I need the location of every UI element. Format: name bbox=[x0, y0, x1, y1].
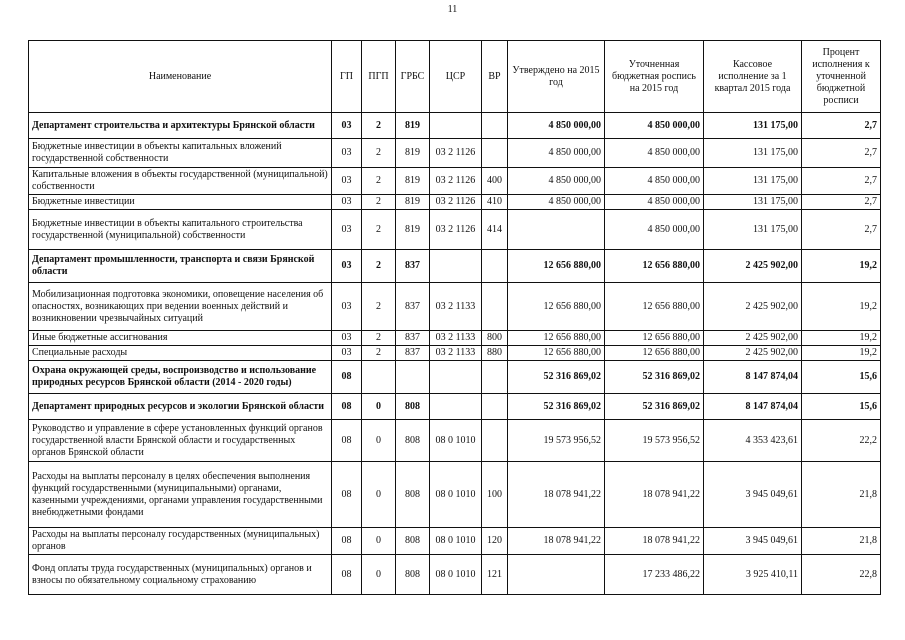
cell-approved: 12 656 880,00 bbox=[508, 250, 605, 283]
cell-pgp: 0 bbox=[362, 420, 396, 462]
cell-vr: 121 bbox=[482, 555, 508, 595]
cell-percent: 15,6 bbox=[802, 361, 881, 394]
cell-grbs: 837 bbox=[396, 331, 430, 346]
cell-grbs: 837 bbox=[396, 346, 430, 361]
cell-vr: 414 bbox=[482, 210, 508, 250]
table-row bbox=[29, 195, 881, 210]
header-revised: Уточненная бюджетная роспись на 2015 год bbox=[605, 41, 704, 113]
table-row bbox=[29, 555, 881, 595]
cell-vr: 880 bbox=[482, 346, 508, 361]
table-body bbox=[29, 113, 881, 595]
table-row bbox=[29, 283, 881, 331]
cell-cash: 8 147 874,04 bbox=[704, 361, 802, 394]
cell-pgp: 2 bbox=[362, 113, 396, 139]
table-row bbox=[29, 462, 881, 528]
cell-percent: 15,6 bbox=[802, 394, 881, 420]
cell-pgp: 2 bbox=[362, 210, 396, 250]
cell-grbs: 808 bbox=[396, 394, 430, 420]
cell-percent: 2,7 bbox=[802, 210, 881, 250]
table-row bbox=[29, 361, 881, 394]
cell-revised: 52 316 869,02 bbox=[605, 361, 704, 394]
header-grbs: ГРБС bbox=[396, 41, 430, 113]
cell-gp: 08 bbox=[332, 420, 362, 462]
table-row bbox=[29, 528, 881, 555]
cell-pgp: 2 bbox=[362, 283, 396, 331]
header-pgp: ПГП bbox=[362, 41, 396, 113]
cell-gp: 08 bbox=[332, 555, 362, 595]
cell-cash: 2 425 902,00 bbox=[704, 346, 802, 361]
cell-revised: 4 850 000,00 bbox=[605, 113, 704, 139]
cell-gp: 03 bbox=[332, 195, 362, 210]
cell-vr: 410 bbox=[482, 195, 508, 210]
cell-revised: 18 078 941,22 bbox=[605, 528, 704, 555]
budget-table bbox=[28, 40, 881, 595]
cell-cash: 131 175,00 bbox=[704, 210, 802, 250]
cell-vr bbox=[482, 113, 508, 139]
cell-revised: 17 233 486,22 bbox=[605, 555, 704, 595]
table-row bbox=[29, 394, 881, 420]
cell-gp: 08 bbox=[332, 394, 362, 420]
cell-approved: 4 850 000,00 bbox=[508, 168, 605, 195]
cell-cash: 2 425 902,00 bbox=[704, 331, 802, 346]
cell-grbs: 808 bbox=[396, 420, 430, 462]
cell-pgp: 0 bbox=[362, 528, 396, 555]
header-vr: ВР bbox=[482, 41, 508, 113]
cell-name: Капитальные вложения в объекты государственной (муниципальной) собственности bbox=[29, 168, 332, 195]
cell-revised: 4 850 000,00 bbox=[605, 168, 704, 195]
cell-gp: 03 bbox=[332, 210, 362, 250]
cell-gp: 08 bbox=[332, 361, 362, 394]
cell-revised: 52 316 869,02 bbox=[605, 394, 704, 420]
cell-pgp: 2 bbox=[362, 139, 396, 168]
cell-approved: 4 850 000,00 bbox=[508, 113, 605, 139]
cell-revised: 12 656 880,00 bbox=[605, 283, 704, 331]
cell-pgp bbox=[362, 361, 396, 394]
cell-percent: 22,2 bbox=[802, 420, 881, 462]
cell-cash: 3 945 049,61 bbox=[704, 462, 802, 528]
page-number: 11 bbox=[447, 4, 458, 15]
cell-cash: 4 353 423,61 bbox=[704, 420, 802, 462]
cell-approved: 52 316 869,02 bbox=[508, 394, 605, 420]
cell-revised: 4 850 000,00 bbox=[605, 210, 704, 250]
cell-csr bbox=[430, 250, 482, 283]
cell-gp: 03 bbox=[332, 331, 362, 346]
cell-percent: 2,7 bbox=[802, 168, 881, 195]
cell-grbs: 819 bbox=[396, 139, 430, 168]
cell-pgp: 2 bbox=[362, 346, 396, 361]
cell-vr bbox=[482, 420, 508, 462]
cell-gp: 03 bbox=[332, 346, 362, 361]
cell-cash: 2 425 902,00 bbox=[704, 250, 802, 283]
cell-csr: 03 2 1133 bbox=[430, 283, 482, 331]
cell-grbs: 808 bbox=[396, 462, 430, 528]
cell-pgp: 2 bbox=[362, 331, 396, 346]
cell-grbs: 808 bbox=[396, 555, 430, 595]
cell-percent: 21,8 bbox=[802, 528, 881, 555]
cell-revised: 12 656 880,00 bbox=[605, 346, 704, 361]
cell-pgp: 0 bbox=[362, 555, 396, 595]
cell-revised: 4 850 000,00 bbox=[605, 195, 704, 210]
cell-csr: 03 2 1126 bbox=[430, 210, 482, 250]
cell-approved: 52 316 869,02 bbox=[508, 361, 605, 394]
cell-cash: 3 945 049,61 bbox=[704, 528, 802, 555]
cell-approved bbox=[508, 555, 605, 595]
cell-percent: 2,7 bbox=[802, 139, 881, 168]
cell-vr bbox=[482, 394, 508, 420]
cell-name: Расходы на выплаты персоналу в целях обеспечения выполнения функций государственными (муниципальными) органами, казенными учреждениями, органами управления государственными внебюджетными фондами bbox=[29, 462, 332, 528]
cell-vr bbox=[482, 139, 508, 168]
cell-csr bbox=[430, 113, 482, 139]
cell-percent: 22,8 bbox=[802, 555, 881, 595]
cell-name: Бюджетные инвестиции в объекты капитальных вложений государственной собственности bbox=[29, 139, 332, 168]
cell-name: Бюджетные инвестиции bbox=[29, 195, 332, 210]
cell-revised: 12 656 880,00 bbox=[605, 331, 704, 346]
cell-cash: 8 147 874,04 bbox=[704, 394, 802, 420]
table-row bbox=[29, 139, 881, 168]
cell-percent: 19,2 bbox=[802, 331, 881, 346]
cell-csr: 08 0 1010 bbox=[430, 462, 482, 528]
cell-cash: 2 425 902,00 bbox=[704, 283, 802, 331]
cell-cash: 131 175,00 bbox=[704, 195, 802, 210]
header-csr: ЦСР bbox=[430, 41, 482, 113]
cell-csr: 03 2 1126 bbox=[430, 168, 482, 195]
table-row bbox=[29, 113, 881, 139]
cell-revised: 18 078 941,22 bbox=[605, 462, 704, 528]
header-percent: Процент исполнения к уточненной бюджетной росписи bbox=[802, 41, 881, 113]
cell-grbs: 837 bbox=[396, 250, 430, 283]
cell-approved: 12 656 880,00 bbox=[508, 346, 605, 361]
cell-grbs bbox=[396, 361, 430, 394]
cell-pgp: 2 bbox=[362, 250, 396, 283]
cell-gp: 03 bbox=[332, 250, 362, 283]
header-gp: ГП bbox=[332, 41, 362, 113]
cell-grbs: 819 bbox=[396, 195, 430, 210]
table-row bbox=[29, 250, 881, 283]
cell-vr: 800 bbox=[482, 331, 508, 346]
table-header-row bbox=[29, 41, 881, 113]
cell-csr: 03 2 1133 bbox=[430, 346, 482, 361]
cell-grbs: 819 bbox=[396, 210, 430, 250]
cell-name: Департамент промышленности, транспорта и связи Брянской области bbox=[29, 250, 332, 283]
cell-gp: 03 bbox=[332, 113, 362, 139]
cell-name: Департамент строительства и архитектуры Брянской области bbox=[29, 113, 332, 139]
cell-percent: 19,2 bbox=[802, 250, 881, 283]
cell-vr: 100 bbox=[482, 462, 508, 528]
cell-percent: 21,8 bbox=[802, 462, 881, 528]
cell-approved: 4 850 000,00 bbox=[508, 139, 605, 168]
cell-csr: 03 2 1126 bbox=[430, 139, 482, 168]
cell-approved: 12 656 880,00 bbox=[508, 283, 605, 331]
cell-pgp: 0 bbox=[362, 462, 396, 528]
table-row bbox=[29, 420, 881, 462]
cell-name: Руководство и управление в сфере установленных функций органов государственной власти Брянской области и государственных органов Брянской области bbox=[29, 420, 332, 462]
cell-cash: 131 175,00 bbox=[704, 139, 802, 168]
cell-vr: 400 bbox=[482, 168, 508, 195]
cell-approved: 18 078 941,22 bbox=[508, 528, 605, 555]
header-name: Наименование bbox=[29, 41, 332, 113]
cell-vr bbox=[482, 250, 508, 283]
header-approved: Утверждено на 2015 год bbox=[508, 41, 605, 113]
cell-percent: 19,2 bbox=[802, 346, 881, 361]
table-row bbox=[29, 346, 881, 361]
cell-revised: 4 850 000,00 bbox=[605, 139, 704, 168]
cell-name: Фонд оплаты труда государственных (муниципальных) органов и взносы по обязательному социальному страхованию bbox=[29, 555, 332, 595]
cell-gp: 03 bbox=[332, 139, 362, 168]
cell-grbs: 808 bbox=[396, 528, 430, 555]
cell-vr bbox=[482, 361, 508, 394]
cell-revised: 19 573 956,52 bbox=[605, 420, 704, 462]
cell-pgp: 0 bbox=[362, 394, 396, 420]
cell-name: Бюджетные инвестиции в объекты капитального строительства государственной (муниципальной) собственности bbox=[29, 210, 332, 250]
cell-csr: 03 2 1133 bbox=[430, 331, 482, 346]
cell-name: Мобилизационная подготовка экономики, оповещение населения об опасностях, возникающих при ведении военных действий и возникновении чрезвычайных ситуаций bbox=[29, 283, 332, 331]
cell-csr: 08 0 1010 bbox=[430, 528, 482, 555]
cell-vr bbox=[482, 283, 508, 331]
cell-csr: 08 0 1010 bbox=[430, 555, 482, 595]
cell-cash: 3 925 410,11 bbox=[704, 555, 802, 595]
cell-gp: 03 bbox=[332, 168, 362, 195]
cell-gp: 08 bbox=[332, 528, 362, 555]
cell-revised: 12 656 880,00 bbox=[605, 250, 704, 283]
cell-percent: 19,2 bbox=[802, 283, 881, 331]
cell-grbs: 819 bbox=[396, 113, 430, 139]
cell-csr bbox=[430, 361, 482, 394]
cell-approved bbox=[508, 210, 605, 250]
cell-name: Специальные расходы bbox=[29, 346, 332, 361]
table-row bbox=[29, 210, 881, 250]
cell-csr: 08 0 1010 bbox=[430, 420, 482, 462]
cell-pgp: 2 bbox=[362, 168, 396, 195]
cell-percent: 2,7 bbox=[802, 113, 881, 139]
cell-grbs: 837 bbox=[396, 283, 430, 331]
header-cash: Кассовое исполнение за 1 квартал 2015 года bbox=[704, 41, 802, 113]
cell-approved: 4 850 000,00 bbox=[508, 195, 605, 210]
cell-name: Департамент природных ресурсов и экологии Брянской области bbox=[29, 394, 332, 420]
cell-approved: 19 573 956,52 bbox=[508, 420, 605, 462]
cell-cash: 131 175,00 bbox=[704, 168, 802, 195]
cell-approved: 18 078 941,22 bbox=[508, 462, 605, 528]
cell-csr bbox=[430, 394, 482, 420]
cell-cash: 131 175,00 bbox=[704, 113, 802, 139]
cell-percent: 2,7 bbox=[802, 195, 881, 210]
cell-csr: 03 2 1126 bbox=[430, 195, 482, 210]
cell-vr: 120 bbox=[482, 528, 508, 555]
cell-name: Иные бюджетные ассигнования bbox=[29, 331, 332, 346]
cell-gp: 03 bbox=[332, 283, 362, 331]
cell-approved: 12 656 880,00 bbox=[508, 331, 605, 346]
cell-name: Охрана окружающей среды, воспроизводство и использование природных ресурсов Брянской области (2014 - 2020 годы) bbox=[29, 361, 332, 394]
cell-name: Расходы на выплаты персоналу государственных (муниципальных) органов bbox=[29, 528, 332, 555]
cell-gp: 08 bbox=[332, 462, 362, 528]
table-row bbox=[29, 331, 881, 346]
table-row bbox=[29, 168, 881, 195]
cell-pgp: 2 bbox=[362, 195, 396, 210]
cell-grbs: 819 bbox=[396, 168, 430, 195]
